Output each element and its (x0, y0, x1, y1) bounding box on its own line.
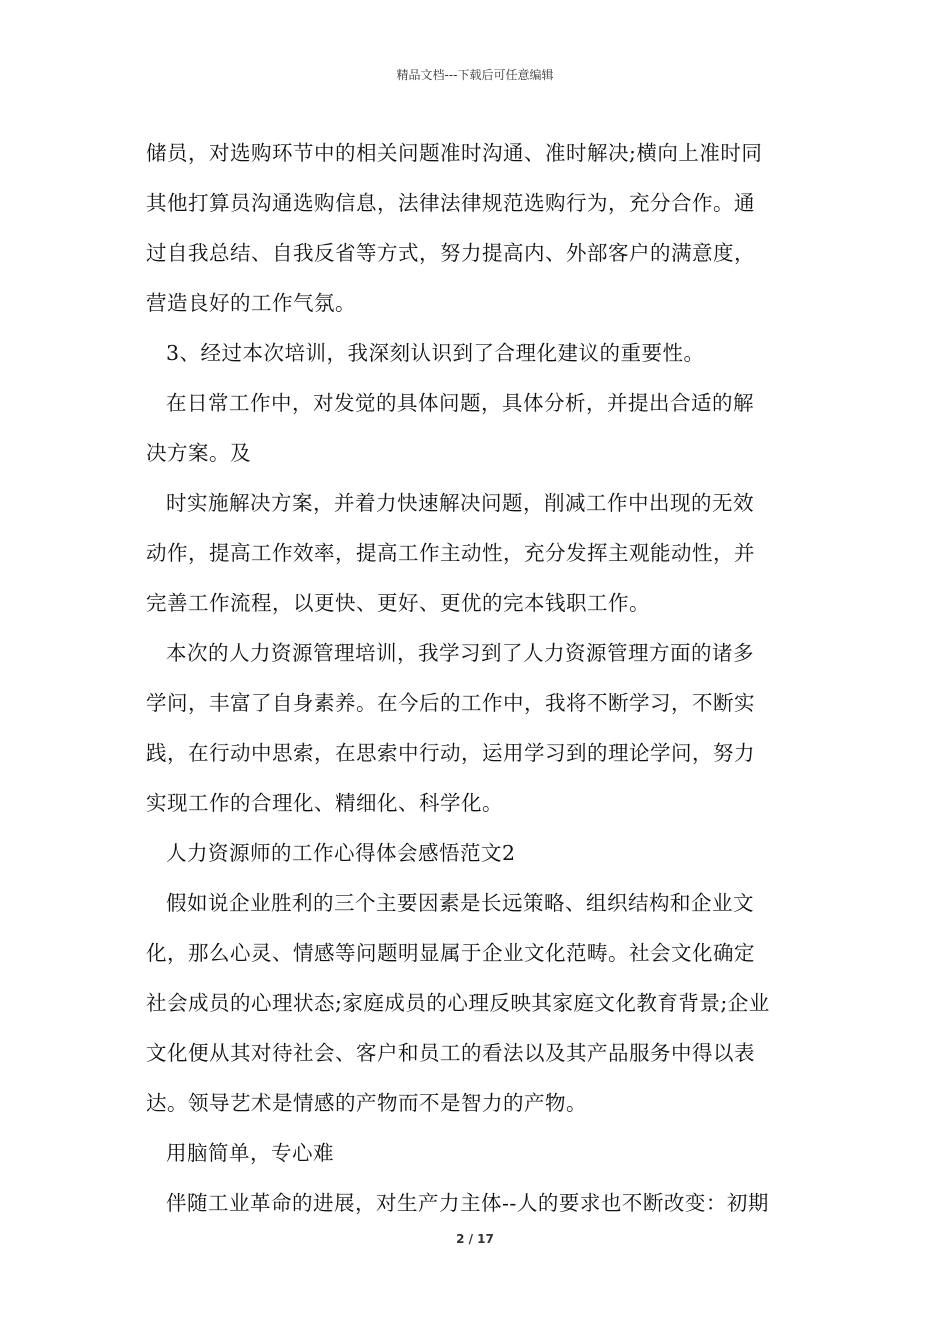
body-line: 储员，对选购环节中的相关问题准时沟通、准时解决;横向上准时同 (146, 141, 763, 165)
body-line: 伴随工业革命的进展，对生产力主体--人的要求也不断改变：初期 (166, 1191, 769, 1215)
body-line: 时实施解决方案，并着力快速解决问题，削减工作中出现的无效 (166, 491, 754, 515)
body-line: 3、经过本次培训，我深刻认识到了合理化建议的重要性。 (166, 341, 705, 365)
body-line: 在日常工作中，对发觉的具体问题，具体分析，并提出合适的解 (166, 391, 754, 415)
body-line: 过自我总结、自我反省等方式，努力提高内、外部客户的满意度， (146, 241, 755, 265)
page-header: 精品文档---下载后可任意编辑 (396, 68, 554, 82)
body-line: 营造良好的工作气氛。 (146, 291, 356, 315)
body-line: 其他打算员沟通选购信息，法律法律规范选购行为，充分合作。通 (146, 191, 755, 215)
subheading: 用脑简单，专心难 (166, 1141, 334, 1165)
document-body (146, 128, 810, 1228)
body-line: 文化便从其对待社会、客户和员工的看法以及其产品服务中得以表 (146, 1041, 755, 1065)
body-line: 学问，丰富了自身素养。在今后的工作中，我将不断学习，不断实 (146, 691, 755, 715)
body-line: 达。领导艺术是情感的产物而不是智力的产物。 (146, 1091, 587, 1115)
body-line: 完善工作流程，以更快、更好、更优的完本钱职工作。 (146, 591, 650, 615)
section-heading: 人力资源师的工作心得体会感悟范文2 (166, 841, 516, 865)
body-line: 动作，提高工作效率，提高工作主动性，充分发挥主观能动性，并 (146, 541, 755, 565)
body-line: 化，那么心灵、情感等问题明显属于企业文化范畴。社会文化确定 (146, 941, 755, 965)
body-line: 假如说企业胜利的三个主要因素是长远策略、组织结构和企业文 (166, 891, 754, 915)
body-line: 实现工作的合理化、精细化、科学化。 (146, 791, 503, 815)
body-line: 本次的人力资源管理培训，我学习到了人力资源管理方面的诸多 (166, 641, 754, 665)
body-line: 决方案。及 (146, 441, 251, 465)
body-line: 践，在行动中思索，在思索中行动，运用学习到的理论学问，努力 (146, 741, 755, 765)
body-line: 社会成员的心理状态;家庭成员的心理反映其家庭文化教育背景;企业 (146, 991, 770, 1015)
page-number: 2 / 17 (456, 1232, 494, 1246)
